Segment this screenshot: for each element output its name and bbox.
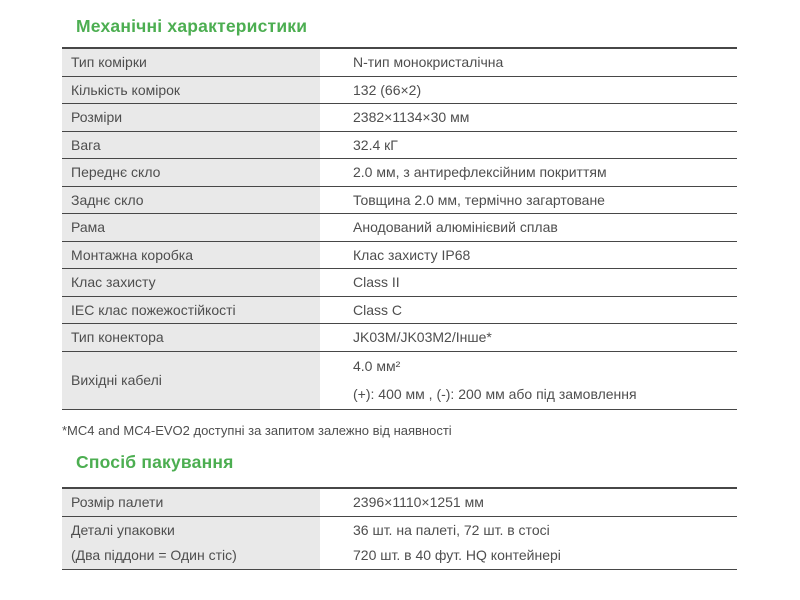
table-row <box>62 49 737 77</box>
spec-label-line-1: Деталі упаковки <box>71 521 175 538</box>
table-row <box>62 242 737 270</box>
spec-label: Монтажна коробка <box>62 242 320 269</box>
table-row <box>62 104 737 132</box>
spec-label: Кількість комірок <box>62 77 320 104</box>
table-row <box>62 297 737 325</box>
spec-value: Товщина 2.0 мм, термічно загартоване <box>353 191 605 208</box>
packaging-spec-table <box>62 487 737 570</box>
spec-value-line-2: (+): 400 мм , (-): 200 мм або під замовлення <box>353 386 637 402</box>
spec-value: 2396×1110×1251 мм <box>353 494 484 511</box>
spec-label: Клас захисту <box>62 269 320 296</box>
table-row <box>62 324 737 352</box>
table-row <box>62 489 737 517</box>
spec-label <box>62 517 320 569</box>
spec-value: 32.4 кГ <box>353 136 398 153</box>
spec-value: N-тип монокристалічна <box>353 54 504 71</box>
spec-value-line-1: 36 шт. на палеті, 72 шт. в стосі <box>353 521 550 538</box>
table-row-packaging-details <box>62 517 737 570</box>
spec-value-line-1: 4.0 мм² <box>353 358 401 374</box>
section-title-packaging: Спосіб пакування <box>76 452 234 472</box>
spec-label: Заднє скло <box>62 187 320 214</box>
spec-label: Рама <box>62 214 320 241</box>
table-row <box>62 77 737 105</box>
spec-label: Тип конектора <box>62 324 320 351</box>
spec-value: Class II <box>353 274 400 291</box>
table-row <box>62 159 737 187</box>
table-row-output-cables <box>62 352 737 410</box>
spec-label: IEC клас пожежостійкості <box>62 297 320 324</box>
section-title-mechanical: Механічні характеристики <box>76 16 308 36</box>
spec-label: Переднє скло <box>62 159 320 186</box>
spec-value: Клас захисту IP68 <box>353 246 471 263</box>
table-row <box>62 214 737 242</box>
spec-label: Розміри <box>62 104 320 131</box>
spec-value: 2.0 мм, з антирефлексійним покриттям <box>353 164 607 181</box>
spec-value: Class C <box>353 301 403 318</box>
spec-value <box>320 352 737 409</box>
table-row <box>62 269 737 297</box>
spec-label: Тип комірки <box>62 49 320 76</box>
mechanical-spec-table <box>62 47 737 410</box>
table-row <box>62 187 737 215</box>
spec-label: Вага <box>62 132 320 159</box>
spec-label-line-2: (Два піддони = Один стіс) <box>71 546 237 563</box>
spec-value: 132 (66×2) <box>353 81 422 98</box>
table-row <box>62 132 737 160</box>
spec-label: Вихідні кабелі <box>62 352 320 409</box>
connector-footnote: *MC4 and MC4-EVO2 доступні за запитом залежно від наявності <box>62 423 452 438</box>
spec-value: JK03M/JK03M2/Інше* <box>353 329 492 346</box>
spec-value <box>320 517 737 569</box>
spec-value-line-2: 720 шт. в 40 фут. HQ контейнері <box>353 546 561 563</box>
spec-label: Розмір палети <box>62 489 320 516</box>
spec-value: 2382×1134×30 мм <box>353 109 470 126</box>
spec-value: Анодований алюмінієвий сплав <box>353 219 558 236</box>
